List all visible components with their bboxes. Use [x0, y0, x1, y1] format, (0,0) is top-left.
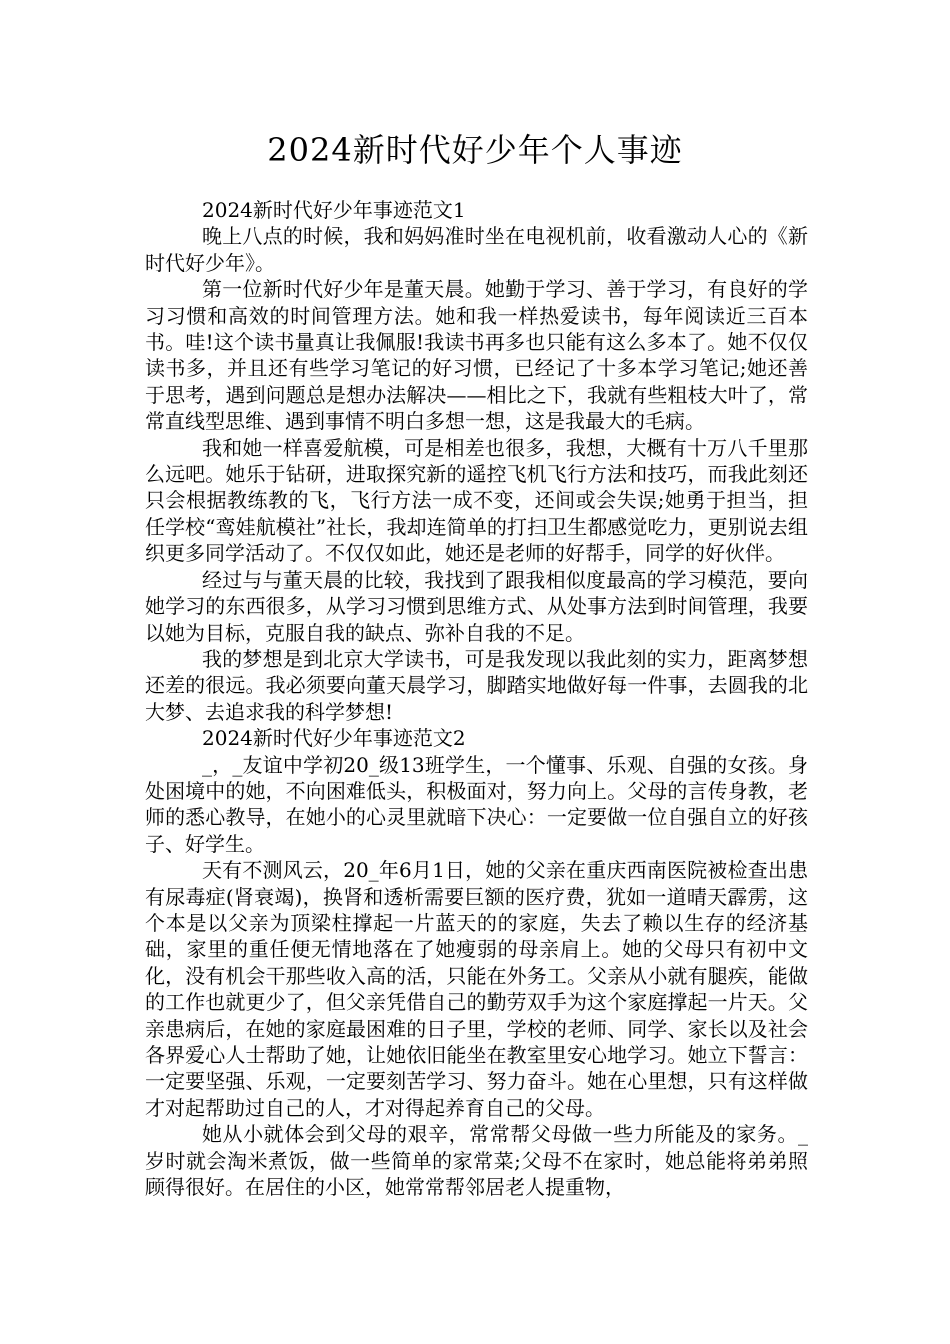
paragraph: 我的梦想是到北京大学读书，可是我发现以我此刻的实力，距离梦想还差的很远。我必须要向董天晨学习，脚踏实地做好每一件事，去圆我的北大梦、去追求我的科学梦想! — [145, 646, 808, 724]
paragraph: 第一位新时代好少年是董天晨。她勤于学习、善于学习，有良好的学习习惯和高效的时间管理方法。她和我一样热爱读书，每年阅读近三百本书。哇!这个读书量真让我佩服!我读书再多也只能有这么多本了。她不仅仅读书多，并且还有些学习笔记的好习惯，已经记了十多本学习笔记;她还善于思考，遇到问题总是想办法解决——相比之下，我就有些粗枝大叶了，常常直线型思维、遇到事情不明白多想一想，这是我最大的毛病。 — [145, 277, 808, 434]
paragraph: 晚上八点的时候，我和妈妈准时坐在电视机前，收看激动人心的《新时代好少年》。 — [145, 224, 808, 275]
paragraph: _，_友谊中学初20_级13班学生，一个懂事、乐观、自强的女孩。身处困境中的她，不向困难低头，积极面对，努力向上。父母的言传身教，老师的悉心教导，在她小的心灵里就暗下决心：一定要做一位自强自立的好孩子、好学生。 — [145, 752, 808, 856]
paragraph: 她从小就体会到父母的艰辛，常常帮父母做一些力所能及的家务。_岁时就会淘米煮饭，做一些简单的家常菜;父母不在家时，她总能将弟弟照顾得很好。在居住的小区，她常常帮邻居老人提重物， — [145, 1122, 808, 1200]
paragraph: 天有不测风云，20_年6月1日，她的父亲在重庆西南医院被检查出患有尿毒症(肾衰竭)，换肾和透析需要巨额的医疗费，犹如一道晴天霹雳，这个本是以父亲为顶梁柱撑起一片蓝天的的家庭，失去了赖以生存的经济基础，家里的重任便无情地落在了她瘦弱的母亲肩上。她的父母只有初中文化，没有机会干那些收入高的活，只能在外务工。父亲从小就有腿疾，能做的工作也就更少了，但父亲凭借自己的勤劳双手为这个家庭撑起一片天。父亲患病后，在她的家庭最困难的日子里，学校的老师、同学、家长以及社会各界爱心人士帮助了她，让她依旧能坐在教室里安心地学习。她立下誓言：一定要坚强、乐观，一定要刻苦学习、努力奋斗。她在心里想，只有这样做才对起帮助过自己的人，才对得起养育自己的父母。 — [145, 858, 808, 1120]
document-title: 2024新时代好少年个人事迹 — [267, 131, 683, 169]
section-heading: 2024新时代好少年事迹范文2 — [202, 726, 466, 751]
paragraph: 我和她一样喜爱航模，可是相差也很多，我想，大概有十万八千里那么远吧。她乐于钻研，进取探究新的遥控飞机飞行方法和技巧，而我此刻还只会根据教练教的飞，飞行方法一成不变，还间或会失误;她勇于担当，担任学校“鸾娃航模社”社长，我却连简单的打扫卫生都感觉吃力，更别说去组织更多同学活动了。不仅仅如此，她还是老师的好帮手，同学的好伙伴。 — [145, 435, 808, 566]
paragraph: 经过与与董天晨的比较，我找到了跟我相似度最高的学习模范，要向她学习的东西很多，从学习习惯到思维方式、从处事方法到时间管理，我要以她为目标，克服自我的缺点、弥补自我的不足。 — [145, 567, 808, 645]
document-body — [145, 197, 808, 1200]
section-heading: 2024新时代好少年事迹范文1 — [202, 198, 466, 222]
